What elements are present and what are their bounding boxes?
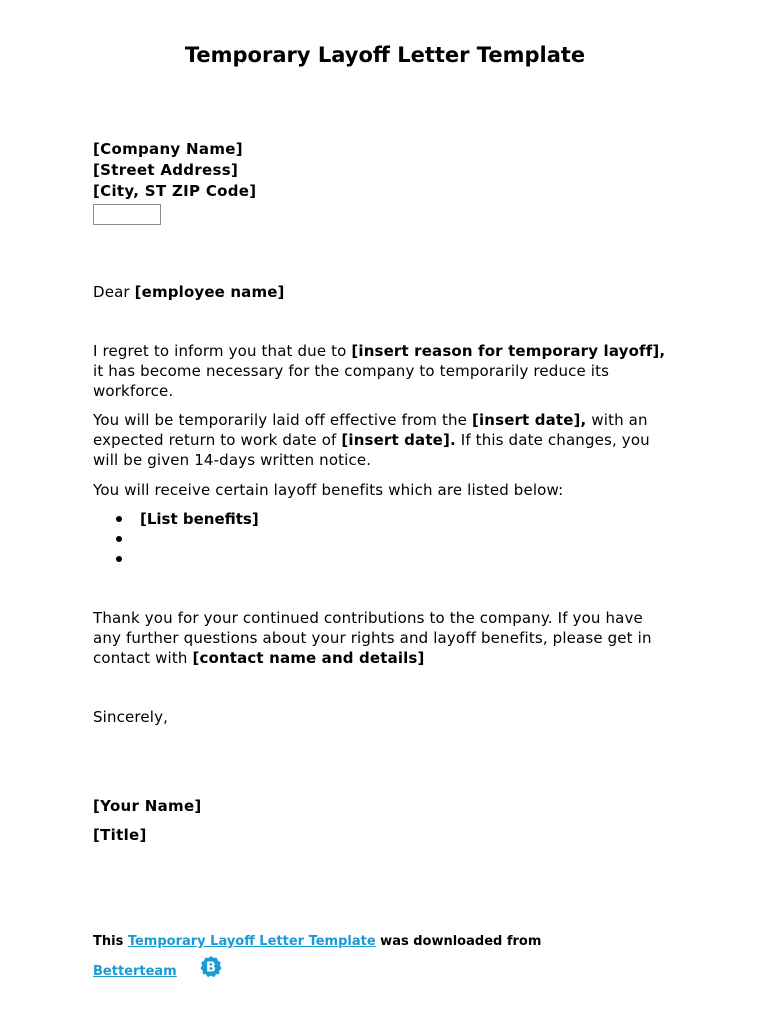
signature-title: [Title] — [93, 826, 147, 844]
paragraph-reason — [93, 341, 673, 401]
benefits-list — [114, 509, 259, 569]
employee-name-placeholder: [employee name] — [134, 283, 285, 301]
logo-letter: B — [206, 960, 216, 976]
paragraph-text: Thank you for your continued contributions to the company. If you have any further questions about your rights and layoff benefits, please get in contact with — [93, 609, 652, 667]
paragraph-contact — [93, 608, 673, 668]
paragraph-text: it has become necessary for the company to temporarily reduce its workforce. — [93, 362, 610, 400]
salutation-dear: Dear — [93, 283, 135, 301]
return-date-placeholder: [insert date]. — [341, 431, 456, 449]
footer-text: This — [93, 934, 128, 949]
betterteam-link[interactable]: Betterteam — [93, 964, 177, 979]
footer-site — [93, 963, 177, 981]
footer-attribution — [93, 933, 541, 951]
reason-placeholder: [insert reason for temporary layoff], — [351, 342, 666, 360]
effective-date-placeholder: [insert date], — [471, 411, 587, 429]
betterteam-logo-icon[interactable] — [199, 955, 223, 979]
list-item — [114, 529, 259, 549]
document-title: Temporary Layoff Letter Template — [184, 43, 586, 67]
signature-name: [Your Name] — [93, 797, 202, 815]
contact-placeholder: [contact name and details] — [192, 649, 425, 667]
date-field-box[interactable] — [93, 204, 161, 225]
paragraph-benefits-intro: You will receive certain layoff benefits which are listed below: — [93, 481, 564, 499]
template-link[interactable]: Temporary Layoff Letter Template — [127, 934, 376, 949]
company-name: [Company Name] — [93, 140, 243, 158]
street-address: [Street Address] — [93, 161, 239, 179]
salutation — [93, 282, 673, 302]
paragraph-text: I regret to inform you that due to — [93, 342, 352, 360]
company-address — [93, 139, 256, 202]
paragraph-dates — [93, 410, 673, 470]
paragraph-text: You will be temporarily laid off effective from the — [93, 411, 472, 429]
closing: Sincerely, — [93, 708, 169, 726]
city-state-zip: [City, ST ZIP Code] — [93, 182, 257, 200]
benefit-placeholder: [List benefits] — [140, 510, 259, 528]
list-item — [114, 509, 259, 529]
paragraph-text: If this date changes, you will be given 14-days written notice. — [93, 431, 650, 469]
paragraph-text: with an expected return to work date of — [93, 411, 648, 449]
list-item — [114, 549, 259, 569]
footer-text: was downloaded from — [375, 934, 542, 949]
